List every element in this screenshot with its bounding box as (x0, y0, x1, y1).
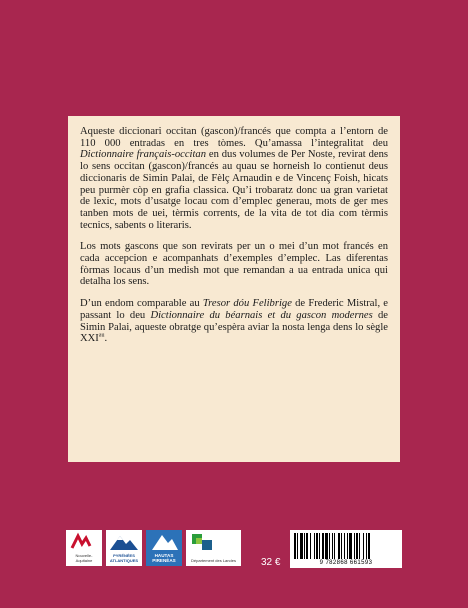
mountain-icon (106, 530, 142, 554)
price-label: 32 € (261, 557, 281, 568)
pyrenees-atlantiques-logo (106, 530, 142, 566)
nouvelle-aquitaine-mark-icon (66, 530, 102, 554)
superscript: au (98, 332, 105, 339)
barcode-bars (294, 533, 398, 559)
hautas-pireneas-logo (146, 530, 182, 566)
landes-logo (186, 530, 241, 566)
text-run: . (104, 333, 108, 345)
italic-title: Dictionnaire du béarnais et du gascon modernes (150, 309, 373, 321)
logo-label: PYRÉNÉES ATLANTIQUES (109, 553, 139, 563)
barcode-number: 9 782868 661593 (319, 560, 373, 566)
text-run: Aqueste diccionari occitan (gascon)/francés que compta a l’entorn de 110 000 entradas en tres tòmes. Qu’amassa l’integralitat deu (80, 126, 388, 149)
peak-icon (146, 530, 182, 554)
italic-title: Dictionnaire français-occitan (80, 149, 207, 161)
logo-label: HAUTAS PIRENÈAS (152, 553, 176, 563)
paragraph-1 (80, 126, 388, 231)
nouvelle-aquitaine-logo (66, 530, 102, 566)
text-run: Los mots gascons que son revirats per un o mei d’un mot francés en cada accepcion e acompanhats d’exemples d’emplec. Las diferentas fòrmas locaus d’un medish mot que remandan a ua entrada unica qui detalha los sens. (80, 241, 388, 288)
description-box (68, 116, 400, 462)
text-run: en dus volumes de Per Noste, revirat dens lo sens occitan (gascon)/francés au quau se horneish lo contienut deus diccionaris de Simin Palai, de Fèlç Arnaudin e de Vincenç Foish, hicats peu purmèr còp en grafia classica. Qu’i trobaratz donc ua gran varietat de lexic, mots d’usatge locau com d’emplec generau, mots de ger mes tanben mots de uei, tèrmis corrents, de la vita de tot dia com tèrmis tecnics, sabents o literaris. (80, 149, 388, 231)
text-run: de Simin Palai, aqueste obratge qu’espèra aviar la nosta lenga dens lo sègle XXI (80, 309, 389, 345)
logo-label: Nouvelle-Aquitaine (75, 553, 93, 563)
logo-label: Département des Landes (191, 557, 236, 563)
sponsor-logos (66, 530, 241, 566)
paragraph-3 (80, 298, 388, 345)
landes-mark-icon (186, 530, 241, 554)
barcode (290, 530, 402, 568)
text-run: de Frederic Mistral, e passant lo deu (80, 298, 389, 321)
text-run: D’un endom comparable au (80, 298, 203, 310)
paragraph-2 (80, 241, 388, 288)
italic-title: Tresor dóu Felibrige (202, 298, 292, 310)
